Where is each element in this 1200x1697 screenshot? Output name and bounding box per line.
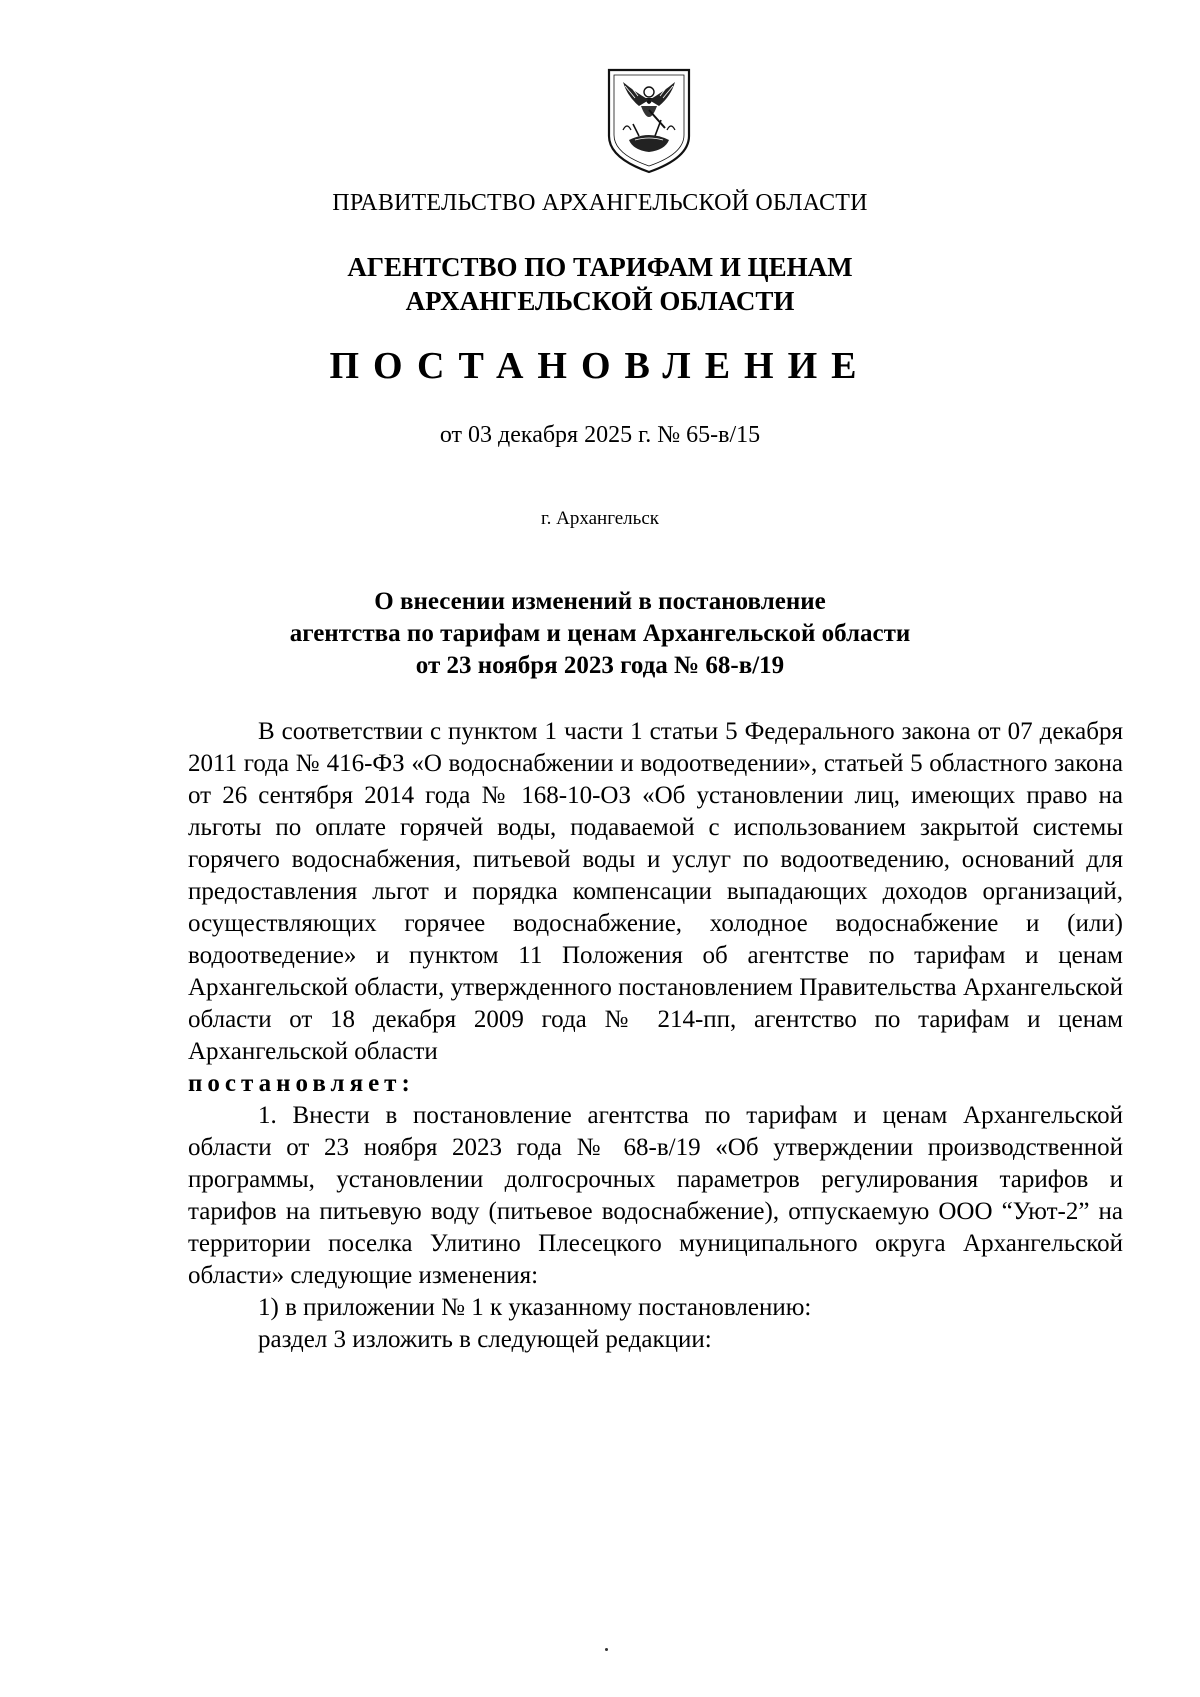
subject-line-1: О внесении изменений в постановление xyxy=(374,588,826,615)
government-name: ПРАВИТЕЛЬСТВО АРХАНГЕЛЬСКОЙ ОБЛАСТИ xyxy=(332,190,868,216)
document-type-title: ПОСТАНОВЛЕНИЕ xyxy=(329,345,871,387)
coat-of-arms-emblem xyxy=(605,66,693,176)
document-body xyxy=(188,716,1123,1356)
resolves-word: постановляет: xyxy=(188,1070,415,1097)
agency-name-line-1: АГЕНТСТВО ПО ТАРИФАМ И ЦЕНАМ xyxy=(347,252,853,282)
document-date-number: от 03 декабря 2025 г. № 65-в/15 xyxy=(439,422,761,448)
agency-name-line-2: АРХАНГЕЛЬСКОЙ ОБЛАСТИ xyxy=(405,286,795,316)
subitem-1-paragraph: 1) в приложении № 1 к указанному постановлению: xyxy=(258,1294,812,1321)
scan-speck xyxy=(605,1648,608,1651)
item-1-paragraph: 1. Внести в постановление агентства по тарифам и ценам Архангельской области от 23 ноября 2023 года № 68-в/19 «Об утверждении производственной программы, установлении долгосрочных параметров регулирования тарифов и тарифов на питьевую воду (питьевое водоснабжение), отпускаемую ООО “Уют-2” на территории поселка Улитино Плесецкого муниципального округа Архангельской области» следующие изменения: xyxy=(188,1102,1123,1289)
document-subject xyxy=(0,586,1200,682)
subitem-1-text: раздел 3 изложить в следующей редакции: xyxy=(258,1326,712,1353)
document-city: г. Архангельск xyxy=(540,508,659,529)
subject-line-2: агентства по тарифам и ценам Архангельской области xyxy=(289,620,911,647)
preamble-paragraph: В соответствии с пунктом 1 части 1 статьи 5 Федерального закона от 07 декабря 2011 года № 416-ФЗ «О водоснабжении и водоотведении», статьей 5 областного закона от 26 сентября 2014 года № 168-10-ОЗ «Об установлении лиц, имеющих право на льготы по оплате горячей воды, подаваемой с использованием закрытой системы горячего водоснабжения, питьевой воды и услуг по водоотведению, оснований для предоставления льгот и порядка компенсации выпадающих доходов организаций, осуществляющих горячее водоснабжение, холодное водоснабжение и (или) водоотведение» и пунктом 11 Положения об агентстве по тарифам и ценам Архангельской области, утвержденного постановлением Правительства Архангельской области от 18 декабря 2009 года № 214-пп, агентство по тарифам и ценам Архангельской области xyxy=(188,718,1123,1065)
agency-name xyxy=(0,250,1200,318)
subject-line-3: от 23 ноября 2023 года № 68-в/19 xyxy=(415,652,785,679)
